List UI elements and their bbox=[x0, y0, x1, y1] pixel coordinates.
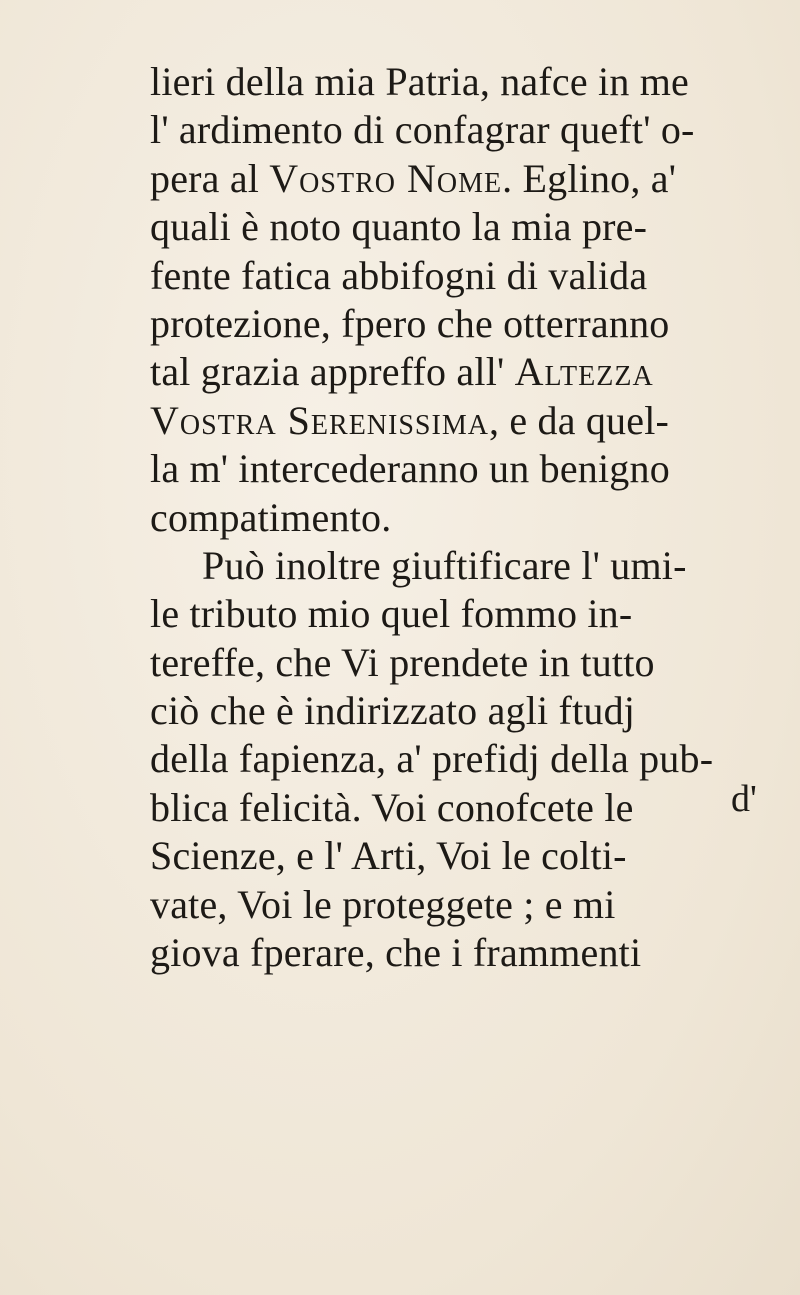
text-line: lieri della mia Patria, nafce in me bbox=[150, 59, 689, 104]
text-fragment: . Eglino, a' bbox=[502, 155, 677, 201]
text-line: quali è noto quanto la mia pre- bbox=[150, 204, 648, 250]
text-line: ciò che è indirizzato agli ftudj bbox=[150, 688, 636, 734]
text-line: della fapienza, a' prefidj della pub- bbox=[150, 736, 714, 782]
small-caps-name: Vostro Nome bbox=[269, 155, 503, 201]
text-line: compatimento. bbox=[150, 494, 392, 540]
text-line: giova fperare, che i frammenti bbox=[150, 930, 642, 976]
small-caps-title: Altezza bbox=[514, 349, 654, 395]
catchword: d' bbox=[731, 778, 757, 820]
text-line: l' ardimento di confagrar queft' o- bbox=[150, 107, 695, 153]
text-line: la m' intercederanno un benigno bbox=[150, 446, 670, 492]
text-line: vate, Voi le proteggete ; e mi bbox=[150, 881, 616, 927]
text-line bbox=[150, 348, 790, 396]
text-line: fente fatica abbifogni di valida bbox=[150, 252, 648, 298]
small-caps-title: Vostra Serenissima bbox=[150, 397, 489, 443]
text-fragment: , e da quel- bbox=[488, 397, 670, 443]
text-line bbox=[150, 397, 790, 445]
text-line: blica felicità. Voi conofcete le bbox=[150, 784, 634, 830]
text-line bbox=[150, 155, 790, 203]
text-line: tereffe, che Vi prendete in tutto bbox=[150, 639, 655, 685]
text-line: protezione, fpero che otterranno bbox=[150, 300, 670, 346]
paragraph-start-line: Può inoltre giuftificare l' umi- bbox=[202, 542, 687, 588]
text-line: le tributo mio quel fommo in- bbox=[150, 591, 633, 637]
text-line: Scienze, e l' Arti, Voi le colti- bbox=[150, 833, 627, 879]
body-text bbox=[150, 58, 790, 977]
text-fragment: tal grazia appreffo all' bbox=[150, 349, 515, 395]
text-fragment: pera al bbox=[150, 155, 270, 201]
